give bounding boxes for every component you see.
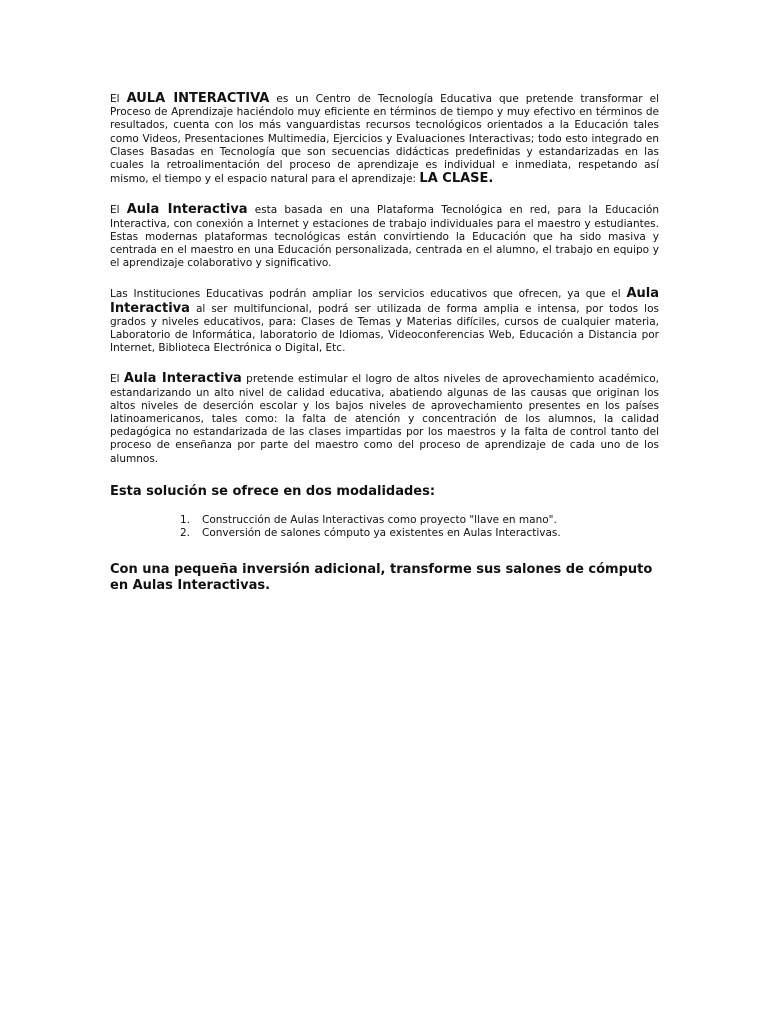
- list-item: [110, 527, 659, 540]
- modalities-list: [110, 514, 659, 540]
- list-item-number: 2.: [180, 526, 191, 539]
- modalities-heading: Esta solución se ofrece en dos modalidades:: [110, 483, 436, 499]
- list-item: [110, 514, 659, 527]
- paragraph-intro-bold-end: LA CLASE.: [419, 171, 494, 187]
- paragraph-goals-lead: El: [110, 373, 124, 386]
- paragraph-platform: [110, 203, 659, 270]
- paragraph-goals: [110, 372, 659, 465]
- paragraph-intro-bold: AULA INTERACTIVA: [126, 91, 270, 106]
- paragraph-goals-bold: Aula Interactiva: [123, 371, 242, 387]
- list-item-text: Construcción de Aulas Interactivas como proyecto "llave en mano".: [202, 513, 557, 526]
- paragraph-intro: [110, 92, 659, 186]
- paragraph-institutions: [110, 287, 659, 355]
- list-item-number: 1.: [180, 513, 191, 526]
- paragraph-intro-text: es un Centro de Tecnología Educativa que pretende transformar el Proceso de Aprendizaje haciéndolo muy eficiente en términos de tiempo y muy efectivo en términos de resultados, cuenta con los más vanguardistas recursos tecnológicos orientados a la Educación tales como Videos, Presentaciones Multimedia, Ejercicios y Evaluaciones Interactivas; todo esto integrado en Clases Basadas en Tecnología que son secuencias didácticas predefinidas y estandarizadas en las cuales la retroalimentación del proceso de aprendizaje es individual e inmediata, respetando así mismo, el tiempo y el espacio natural para el aprendizaje:: [110, 93, 659, 186]
- paragraph-goals-text: pretende estimular el logro de altos niveles de aprovechamiento académico, estandarizando un alto nivel de calidad educativa, abatiendo algunas de las causas que originan los altos niveles de deserción escolar y los bajos niveles de aprovechamiento presentes en los países latinoamericanos, tales como: la falta de atención y concentración de los alumnos, la calidad pedagógica no estandarizada de las clases impartidas por los maestros y la falta de control tanto del proceso de enseñanza por parte del maestro como del proceso de aprendizaje de cada uno de los alumnos.: [110, 373, 659, 465]
- closing-statement: Con una pequeña inversión adicional, transforme sus salones de cómputo en Aulas Interactivas.: [110, 561, 653, 593]
- paragraph-platform-text: esta basada en una Plataforma Tecnológica en red, para la Educación Interactiva, con conexión a Internet y estaciones de trabajo individuales para el maestro y estudiantes. Estas modernas plataformas tecnológicas están convirtiendo la Educación que ha sido masiva y centrada en el maestro en una Educación personalizada, centrada en el alumno, el trabajo en equipo y el aprendizaje colaborativo y significativo.: [110, 204, 659, 270]
- paragraph-intro-lead: El: [110, 93, 127, 105]
- paragraph-institutions-bold: Aula Interactiva: [110, 286, 659, 316]
- paragraph-institutions-lead: Las Instituciones Educativas podrán ampliar los servicios educativos que ofrecen, ya que el: [110, 288, 627, 301]
- paragraph-platform-bold: Aula Interactiva: [126, 202, 248, 218]
- document-page: [110, 92, 659, 594]
- paragraph-institutions-text: al ser multifuncional, podrá ser utilizada de forma amplia e intensa, por todos los grados y niveles educativos, para: Clases de Temas y Materias difíciles, cursos de cualquier materia, Laboratorio de Informática, laboratorio de Idiomas, Videoconferencias Web, Educación a Distancia por Internet, Biblioteca Electrónica o Digital, Etc.: [110, 302, 659, 355]
- list-item-text: Conversión de salones cómputo ya existentes en Aulas Interactivas.: [202, 526, 561, 539]
- paragraph-platform-lead: El: [110, 204, 127, 217]
